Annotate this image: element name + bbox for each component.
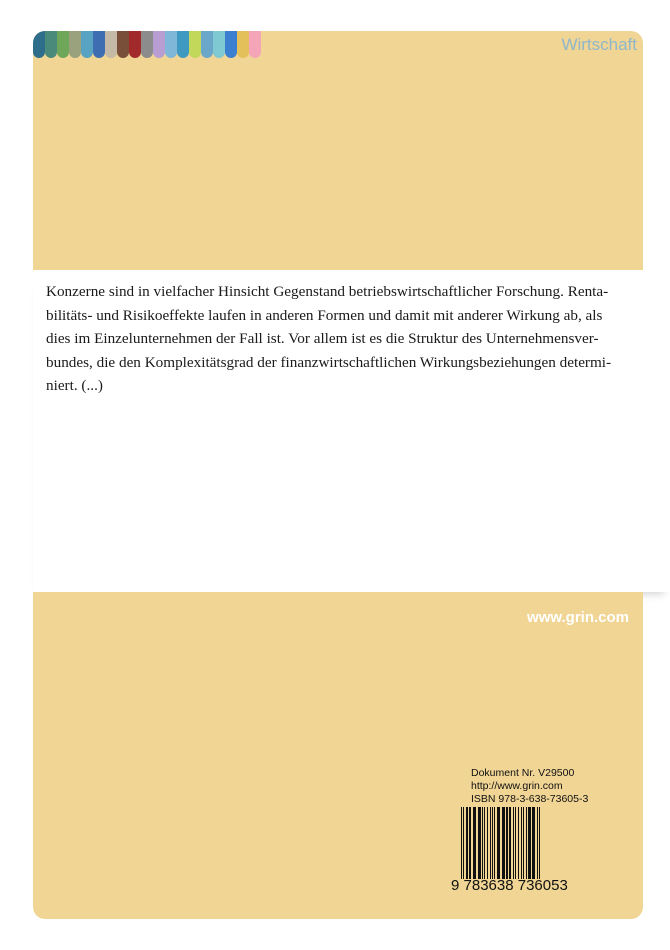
color-stripe xyxy=(189,31,201,58)
isbn: ISBN 978-3-638-73605-3 xyxy=(471,793,589,805)
barcode-bar xyxy=(506,807,508,879)
barcode-bar xyxy=(521,807,522,879)
barcode-bar xyxy=(502,807,505,879)
color-stripe xyxy=(69,31,81,58)
color-stripes xyxy=(33,31,261,58)
color-stripe xyxy=(153,31,165,58)
color-stripe xyxy=(129,31,141,58)
color-stripe xyxy=(81,31,93,58)
color-stripe xyxy=(117,31,129,58)
color-stripe xyxy=(237,31,249,58)
color-stripe xyxy=(141,31,153,58)
color-stripe xyxy=(105,31,117,58)
color-stripe xyxy=(33,31,45,58)
color-stripe xyxy=(249,31,261,58)
barcode-bar xyxy=(537,807,538,879)
barcode-digits: 9 783638 736053 xyxy=(451,877,568,894)
document-number: Dokument Nr. V29500 xyxy=(471,767,575,779)
cover-bottom-panel xyxy=(33,592,643,919)
barcode-bar xyxy=(473,807,476,879)
publisher-website: http://www.grin.com xyxy=(471,780,563,792)
barcode-bar xyxy=(509,807,511,879)
barcode-bar xyxy=(532,807,535,879)
color-stripe xyxy=(213,31,225,58)
barcode-bar xyxy=(513,807,514,879)
barcode-bar xyxy=(492,807,493,879)
barcode-bar xyxy=(466,807,468,879)
barcode-bar xyxy=(487,807,488,879)
barcode-bar xyxy=(494,807,495,879)
barcode-bar xyxy=(461,807,462,879)
barcode-bar xyxy=(484,807,485,879)
barcode-bar xyxy=(490,807,491,879)
barcode xyxy=(451,807,631,897)
barcode-bar xyxy=(469,807,471,879)
barcode-bar xyxy=(478,807,481,879)
color-stripe xyxy=(225,31,237,58)
color-stripe xyxy=(57,31,69,58)
color-stripe xyxy=(201,31,213,58)
blurb-text: Konzerne sind in vielfacher Hinsicht Gegenstand betriebswirtschaftlicher Forschung. Renta-bilitäts- und Risikoeffekte laufen in anderen Formen und damit mit anderer Wirkung ab, als dies im Einzelunternehmen der Fall ist. Vor allem ist es die Struktur des Unternehmensver-bundes, die den Komplexitätsgrad der finanzwirtschaftlichen Wirkungsbeziehungen determi-niert. (...) xyxy=(46,283,612,394)
barcode-bar xyxy=(528,807,531,879)
cover-top-panel xyxy=(33,31,643,270)
barcode-bar xyxy=(523,807,524,879)
color-stripe xyxy=(177,31,189,58)
barcode-bar xyxy=(518,807,519,879)
barcode-bars xyxy=(461,807,629,879)
color-stripe xyxy=(45,31,57,58)
color-stripe xyxy=(165,31,177,58)
publisher-url: www.grin.com xyxy=(527,609,629,626)
barcode-bar xyxy=(526,807,527,879)
blurb-panel xyxy=(33,270,670,592)
barcode-bar xyxy=(463,807,464,879)
barcode-bar xyxy=(497,807,500,879)
barcode-bar xyxy=(482,807,483,879)
publication-info xyxy=(471,767,588,806)
category-label: Wirtschaft xyxy=(561,35,637,54)
color-stripe xyxy=(93,31,105,58)
barcode-bar xyxy=(515,807,516,879)
barcode-bar xyxy=(539,807,540,879)
